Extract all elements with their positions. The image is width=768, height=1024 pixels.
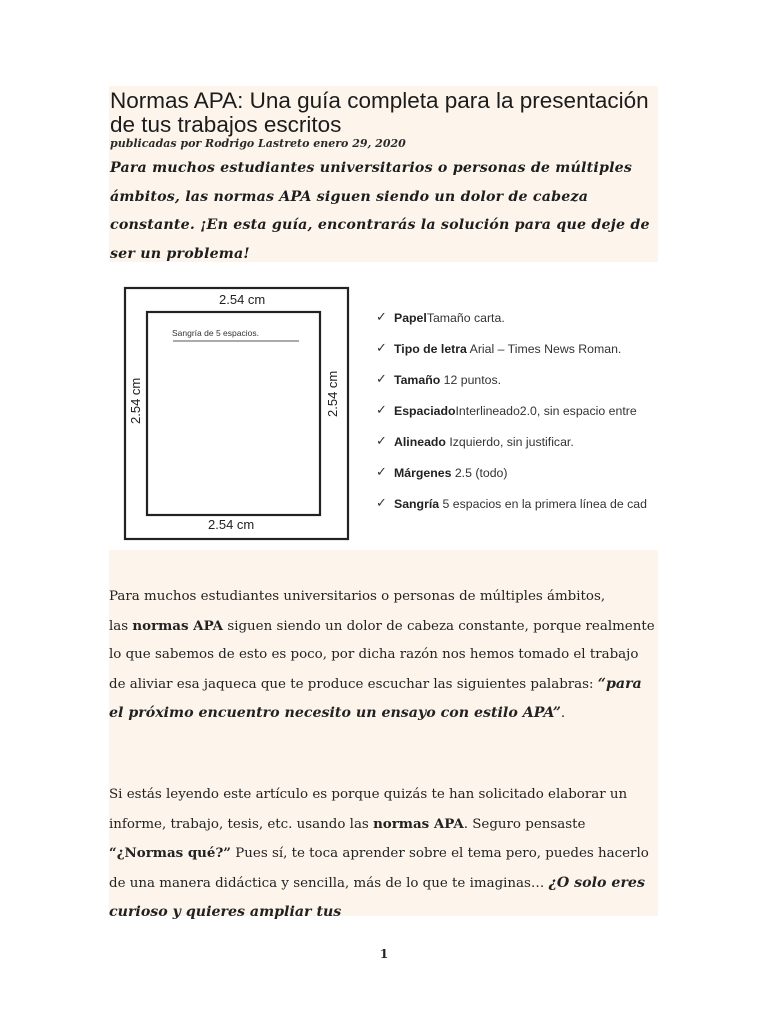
byline: publicadas por Rodrigo Lastreto enero 29, 2020 xyxy=(110,137,406,150)
list-item xyxy=(376,434,574,449)
list-value: 5 espacios en la primera línea de cad xyxy=(439,497,647,511)
svg-text:Márgenes 2.5 (todo) xyxy=(394,466,507,480)
check-icon: ✓ xyxy=(376,372,387,387)
body-quote: “para el próximo encuentro necesito un ensayo con estilo APA” xyxy=(109,675,642,721)
list-item xyxy=(376,341,621,356)
body-text-segment: Pues sí, te toca aprender sobre el tema pero, puedes hacerlo de una manera didáctica y sencilla, más de lo que te imaginas… xyxy=(109,846,649,891)
body-text-segment: siguen siendo un dolor de cabeza constante, porque realmente lo que sabemos de esto es poco, por dicha razón nos hemos tomado el trabajo de aliviar esa jaqueca que te produce escuchar las siguientes palabras: xyxy=(109,618,655,692)
svg-text:EspaciadoInterlineado2.0, sin xyxy=(394,404,637,418)
list-value: 2.5 (todo) xyxy=(451,466,508,480)
intro-paragraph: Para muchos estudiantes universitarios o personas de múltiples ámbitos, las normas APA siguen siendo un dolor de cabeza constante. ¡En esta guía, encontrarás la solución para que deje de ser un problema! xyxy=(110,160,650,262)
body-paragraph-2 xyxy=(109,781,658,928)
svg-text:Sangría 5 espacios en la prime xyxy=(394,497,647,511)
body-paragraph-1 xyxy=(109,583,658,729)
check-icon: ✓ xyxy=(376,496,387,511)
list-value: Tamaño carta. xyxy=(426,311,505,325)
body-emphasis: normas APA xyxy=(132,617,224,634)
article-header xyxy=(109,86,658,262)
list-value: Arial – Times News Roman. xyxy=(466,342,622,356)
svg-text:Alineado Izquierdo, sin justif xyxy=(394,435,574,449)
margin-outline xyxy=(147,312,320,515)
list-item xyxy=(376,496,647,511)
page-outline xyxy=(125,288,348,539)
body-quote: ¿O solo eres curioso y quieres ampliar tus xyxy=(109,874,645,920)
margin-bottom-label: 2.54 cm xyxy=(208,517,255,532)
margin-right-label: 2.54 cm xyxy=(325,370,340,417)
list-item xyxy=(376,403,637,418)
margins-diagram xyxy=(109,262,658,550)
body-text-segment: . xyxy=(560,706,566,721)
check-icon: ✓ xyxy=(376,341,387,356)
page-title: Normas APA: Una guía completa para la presentación de tus trabajos escritos xyxy=(110,88,649,137)
format-checklist xyxy=(376,310,647,511)
svg-text:Tamaño 12 puntos. xyxy=(394,373,501,387)
list-label: Alineado xyxy=(394,435,446,449)
check-icon: ✓ xyxy=(376,403,387,418)
check-icon: ✓ xyxy=(376,434,387,449)
list-item xyxy=(376,310,505,325)
body-text-segment: Para muchos estudiantes universitarios o personas de múltiples ámbitos, xyxy=(109,589,606,604)
list-value: 12 puntos. xyxy=(440,373,502,387)
list-value: Izquierdo, sin justificar. xyxy=(445,435,574,449)
body-emphasis: normas APA xyxy=(373,815,464,832)
page-number: 1 xyxy=(379,947,389,961)
list-label: Espaciado xyxy=(394,404,456,418)
body-emphasis: “¿Normas qué?” xyxy=(109,845,231,861)
svg-text:PapelTamaño carta. xyxy=(394,311,505,325)
list-item xyxy=(376,372,501,387)
list-label: Sangría xyxy=(394,497,440,511)
check-icon: ✓ xyxy=(376,465,387,480)
list-item xyxy=(376,465,507,480)
list-value: Interlineado2.0, sin espacio entre xyxy=(455,404,637,418)
indent-note: Sangría de 5 espacios. xyxy=(172,328,259,338)
list-label: Tamaño xyxy=(394,373,441,387)
body-text-segment: Si estás leyendo este artículo es porque quizás te han solicitado elaborar un informe, trabajo, tesis, etc. usando las xyxy=(109,787,628,832)
article-body xyxy=(109,550,658,920)
list-label: Márgenes xyxy=(394,466,452,480)
margins-figure xyxy=(109,262,658,550)
margin-left-label: 2.54 cm xyxy=(128,377,143,424)
body-text-segment: . Seguro pensaste xyxy=(463,816,586,832)
svg-text:Tipo de letra Arial – Times Ne xyxy=(394,342,621,356)
list-label: Papel xyxy=(394,311,427,325)
list-label: Tipo de letra xyxy=(394,342,467,356)
body-text-segment: las xyxy=(109,618,133,634)
margin-top-label: 2.54 cm xyxy=(219,292,266,307)
check-icon: ✓ xyxy=(376,310,387,325)
